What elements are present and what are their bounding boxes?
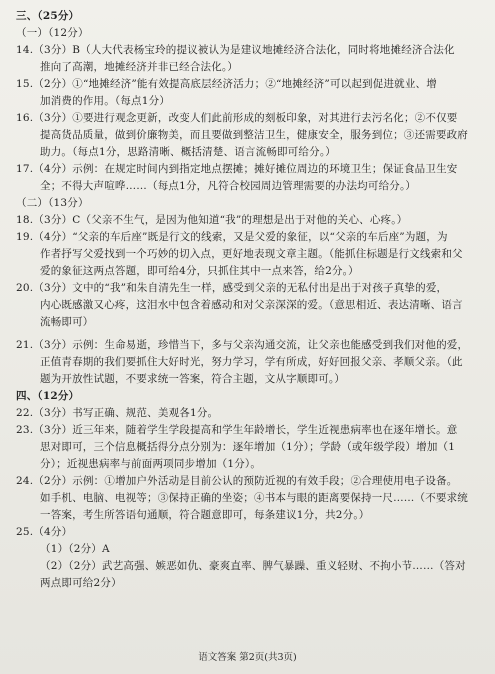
answer-line: 流畅即可） (40, 316, 94, 328)
answer-line: 24.（2分）示例：①增加户外活动是目前公认的预防近视的有效手段；②合理使用电子设备。 (16, 475, 458, 487)
answer-line: 23.（3分）近三年来，随着学生学段提高和学生年龄增长，学生近视患病率也在逐年增长。意 (16, 424, 458, 436)
answer-line: 15.（2分）①“地摊经济”能有效提高底层经济活力；②“地摊经济”可以起到促进就业、增 (16, 78, 437, 90)
answer-line: 22.（3分）书写正确、规范、美观各1分。 (16, 407, 219, 419)
answer-line: 如手机、电脑、电视等；③保持正确的坐姿；④书本与眼的距离要保持一尺……（不要求统 (40, 492, 468, 504)
answer-line: （1）（2分）A (40, 543, 110, 555)
answer-line: 思对即可，三个信息概括得分点分别为：逐年增加（1分）；学龄（或年级学段）增加（1 (40, 441, 456, 453)
answer-line: 17.（4分）示例：在规定时间内到指定地点摆摊；摊好摊位周边的环境卫生；保证食品卫生安 (16, 163, 458, 175)
section-heading: 四、（12分） (16, 390, 80, 402)
answer-line: 助力。（每点1分，思路清晰、概括清楚、语言流畅即可给分。） (40, 146, 336, 158)
answer-line: 分）；近视患病率与前面两项同步增加（1分）。 (40, 458, 262, 470)
answer-line: 内心既感激又心疼，这泪水中包含着感动和对父亲深深的爱。（意思相近、表达清晰、语言 (40, 299, 463, 311)
answer-line: 提高货品质量，做到价廉物美，而且要做到整洁卫生，健康安全，服务到位；③还需要政府 (40, 129, 468, 141)
page-footer: 语文答案 第2页(共3页) (198, 652, 297, 663)
answer-line: 两点即可给2分） (40, 577, 122, 589)
subsection-heading: （二）（13分） (16, 197, 89, 209)
answer-line: （2）（2分）武艺高强、嫉恶如仇、豪爽直率、脾气暴躁、重义轻财、不拘小节……（答对 (40, 560, 466, 572)
answer-line: 25.（4分） (16, 526, 73, 538)
section-heading: 三、（25分） (16, 10, 80, 22)
answer-line: 加消费的作用。（每点1分） (40, 95, 171, 107)
answer-line: 21.（3分）示例：生命易逝，珍惜当下，多与父亲沟通交流，让父亲也能感受到我们对他的爱， (16, 339, 469, 351)
answer-line: 全；不得大声喧哗……（每点1分，凡符合校园周边管理需要的办法均可给分。） (40, 180, 417, 192)
answer-line: 正值青春期的我们要抓住大好时光，努力学习，学有所成，好好回报父亲、孝顺父亲。（此 (40, 356, 463, 368)
answer-line: 题为开放性试题，不要求统一答案，符合主题，文从字顺即可。） (40, 373, 346, 385)
answer-line: 作者抒写父爱找到一个巧妙的切入点，更好地表现文章主题。（能抓住标题是行文线索和父 (40, 248, 463, 260)
answer-line: 14.（3分）B（人大代表杨宝玲的提议被认为是建议地摊经济合法化，同时将地摊经济合法化 (16, 44, 455, 56)
answer-line: 20.（3分）文中的“我”和朱自清先生一样，感受到父亲的无私付出是出于对孩子真挚的爱， (16, 282, 448, 294)
subsection-heading: （一）（12分） (16, 27, 89, 39)
answer-line: 16.（3分）①要进行观念更新，改变人们此前形成的刻板印象，对其进行去污名化；②不仅要 (16, 112, 458, 124)
answer-line: 推向了高潮，地摊经济并非已经合法化。） (40, 61, 239, 73)
answer-line: 一答案，考生所答语句通顺，符合题意即可，每条建议1分，共2分。） (40, 509, 370, 521)
answer-line: 爱的象征这两点答题，即可给4分，只抓住其中一点来答，给2分。） (40, 265, 359, 277)
answer-line: 19.（4分）“父亲的车后座”既是行文的线索，又是父爱的象征，以“父亲的车后座”为题，为 (16, 231, 448, 243)
answer-line: 18.（3分）C（父亲不生气，是因为他知道“我”的理想是出于对他的关心、心疼。） (16, 214, 408, 226)
